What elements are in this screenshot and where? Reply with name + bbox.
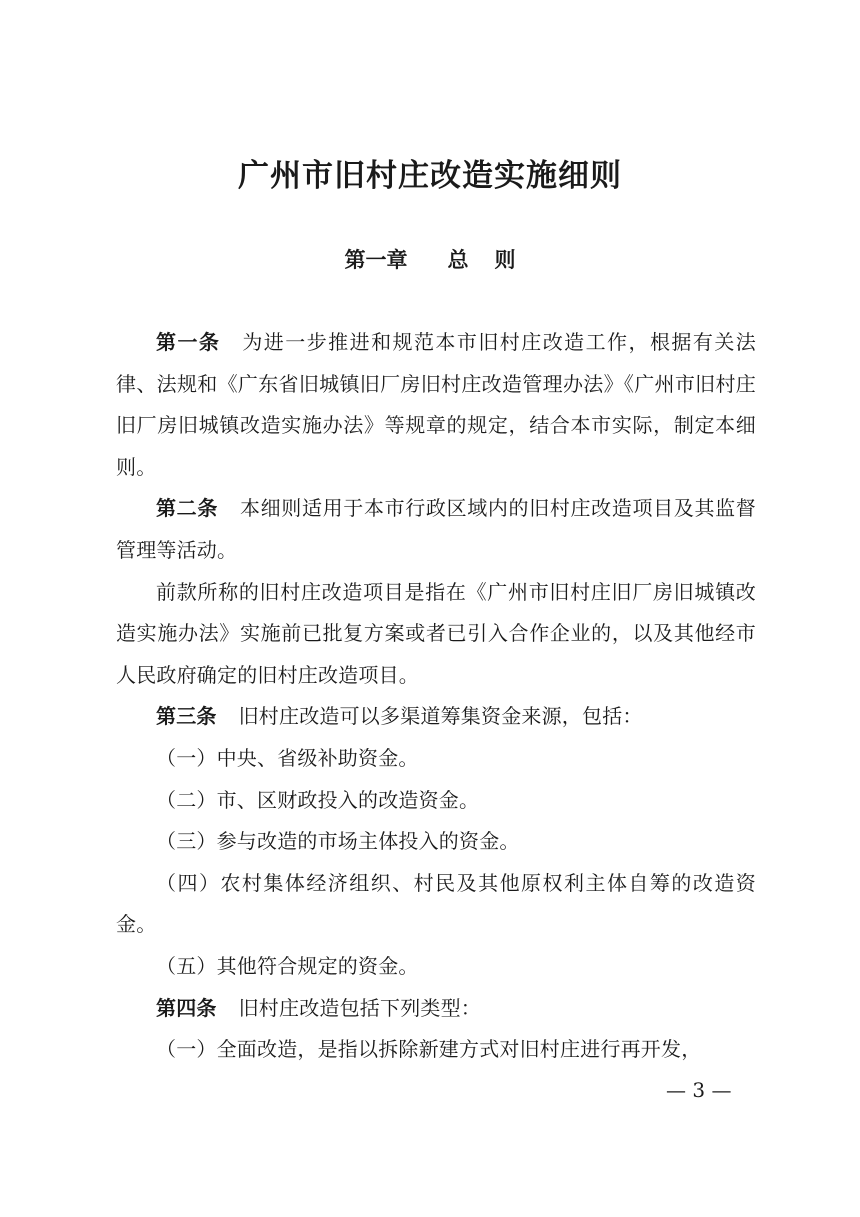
article-heading: 第四条 (156, 995, 217, 1020)
list-item (116, 946, 756, 988)
paragraph-text: 为进一步推进和规范本市旧村庄改造工作，根据有关法律、法规和《广东省旧城镇旧厂房旧村庄改造管理办法》《广州市旧村庄旧厂房旧城镇改造实施办法》等规章的规定，结合本市实际，制定本细则。 (116, 330, 756, 479)
paragraph-text: （四）农村集体经济组织、村民及其他原权利主体自筹的改造资金。 (116, 870, 756, 937)
article-paragraph (116, 322, 756, 488)
paragraph-text: （一）全面改造，是指以拆除新建方式对旧村庄进行再开发， (156, 1037, 702, 1062)
chapter-word-2: 则 (494, 247, 516, 272)
list-item (116, 821, 756, 863)
chapter-label: 第一章 (344, 247, 408, 272)
article-heading: 第一条 (156, 330, 221, 354)
document-body (116, 322, 756, 1071)
paragraph-text: （一）中央、省级补助资金。 (156, 745, 419, 770)
article-heading: 第三条 (156, 704, 217, 729)
chapter-word-1: 总 (447, 247, 469, 272)
paragraph-text: （五）其他符合规定的资金。 (156, 953, 419, 978)
article-paragraph (116, 696, 756, 738)
article-paragraph (116, 988, 756, 1030)
paragraph (116, 572, 756, 697)
paragraph-text: 旧村庄改造包括下列类型： (238, 995, 482, 1020)
document-title: 广州市旧村庄改造实施细则 (238, 158, 622, 194)
chapter-heading (0, 238, 860, 282)
paragraph-text: 前款所称的旧村庄改造项目是指在《广州市旧村庄旧厂房旧城镇改造实施办法》实施前已批复方案或者已引入合作企业的，以及其他经市人民政府确定的旧村庄改造项目。 (116, 579, 756, 687)
list-item (116, 780, 756, 822)
paragraph-text: 本细则适用于本市行政区域内的旧村庄改造项目及其监督管理等活动。 (116, 496, 756, 562)
list-item (116, 863, 756, 946)
article-heading: 第二条 (156, 496, 218, 521)
paragraph-text: 旧村庄改造可以多渠道筹集资金来源，包括： (238, 704, 643, 729)
page-number: — 3 — (666, 1078, 732, 1102)
paragraph-text: （二）市、区财政投入的改造资金。 (156, 787, 480, 812)
paragraph-text: （三）参与改造的市场主体投入的资金。 (156, 829, 520, 854)
article-paragraph (116, 488, 756, 571)
list-item (116, 738, 756, 780)
list-item (116, 1029, 756, 1071)
